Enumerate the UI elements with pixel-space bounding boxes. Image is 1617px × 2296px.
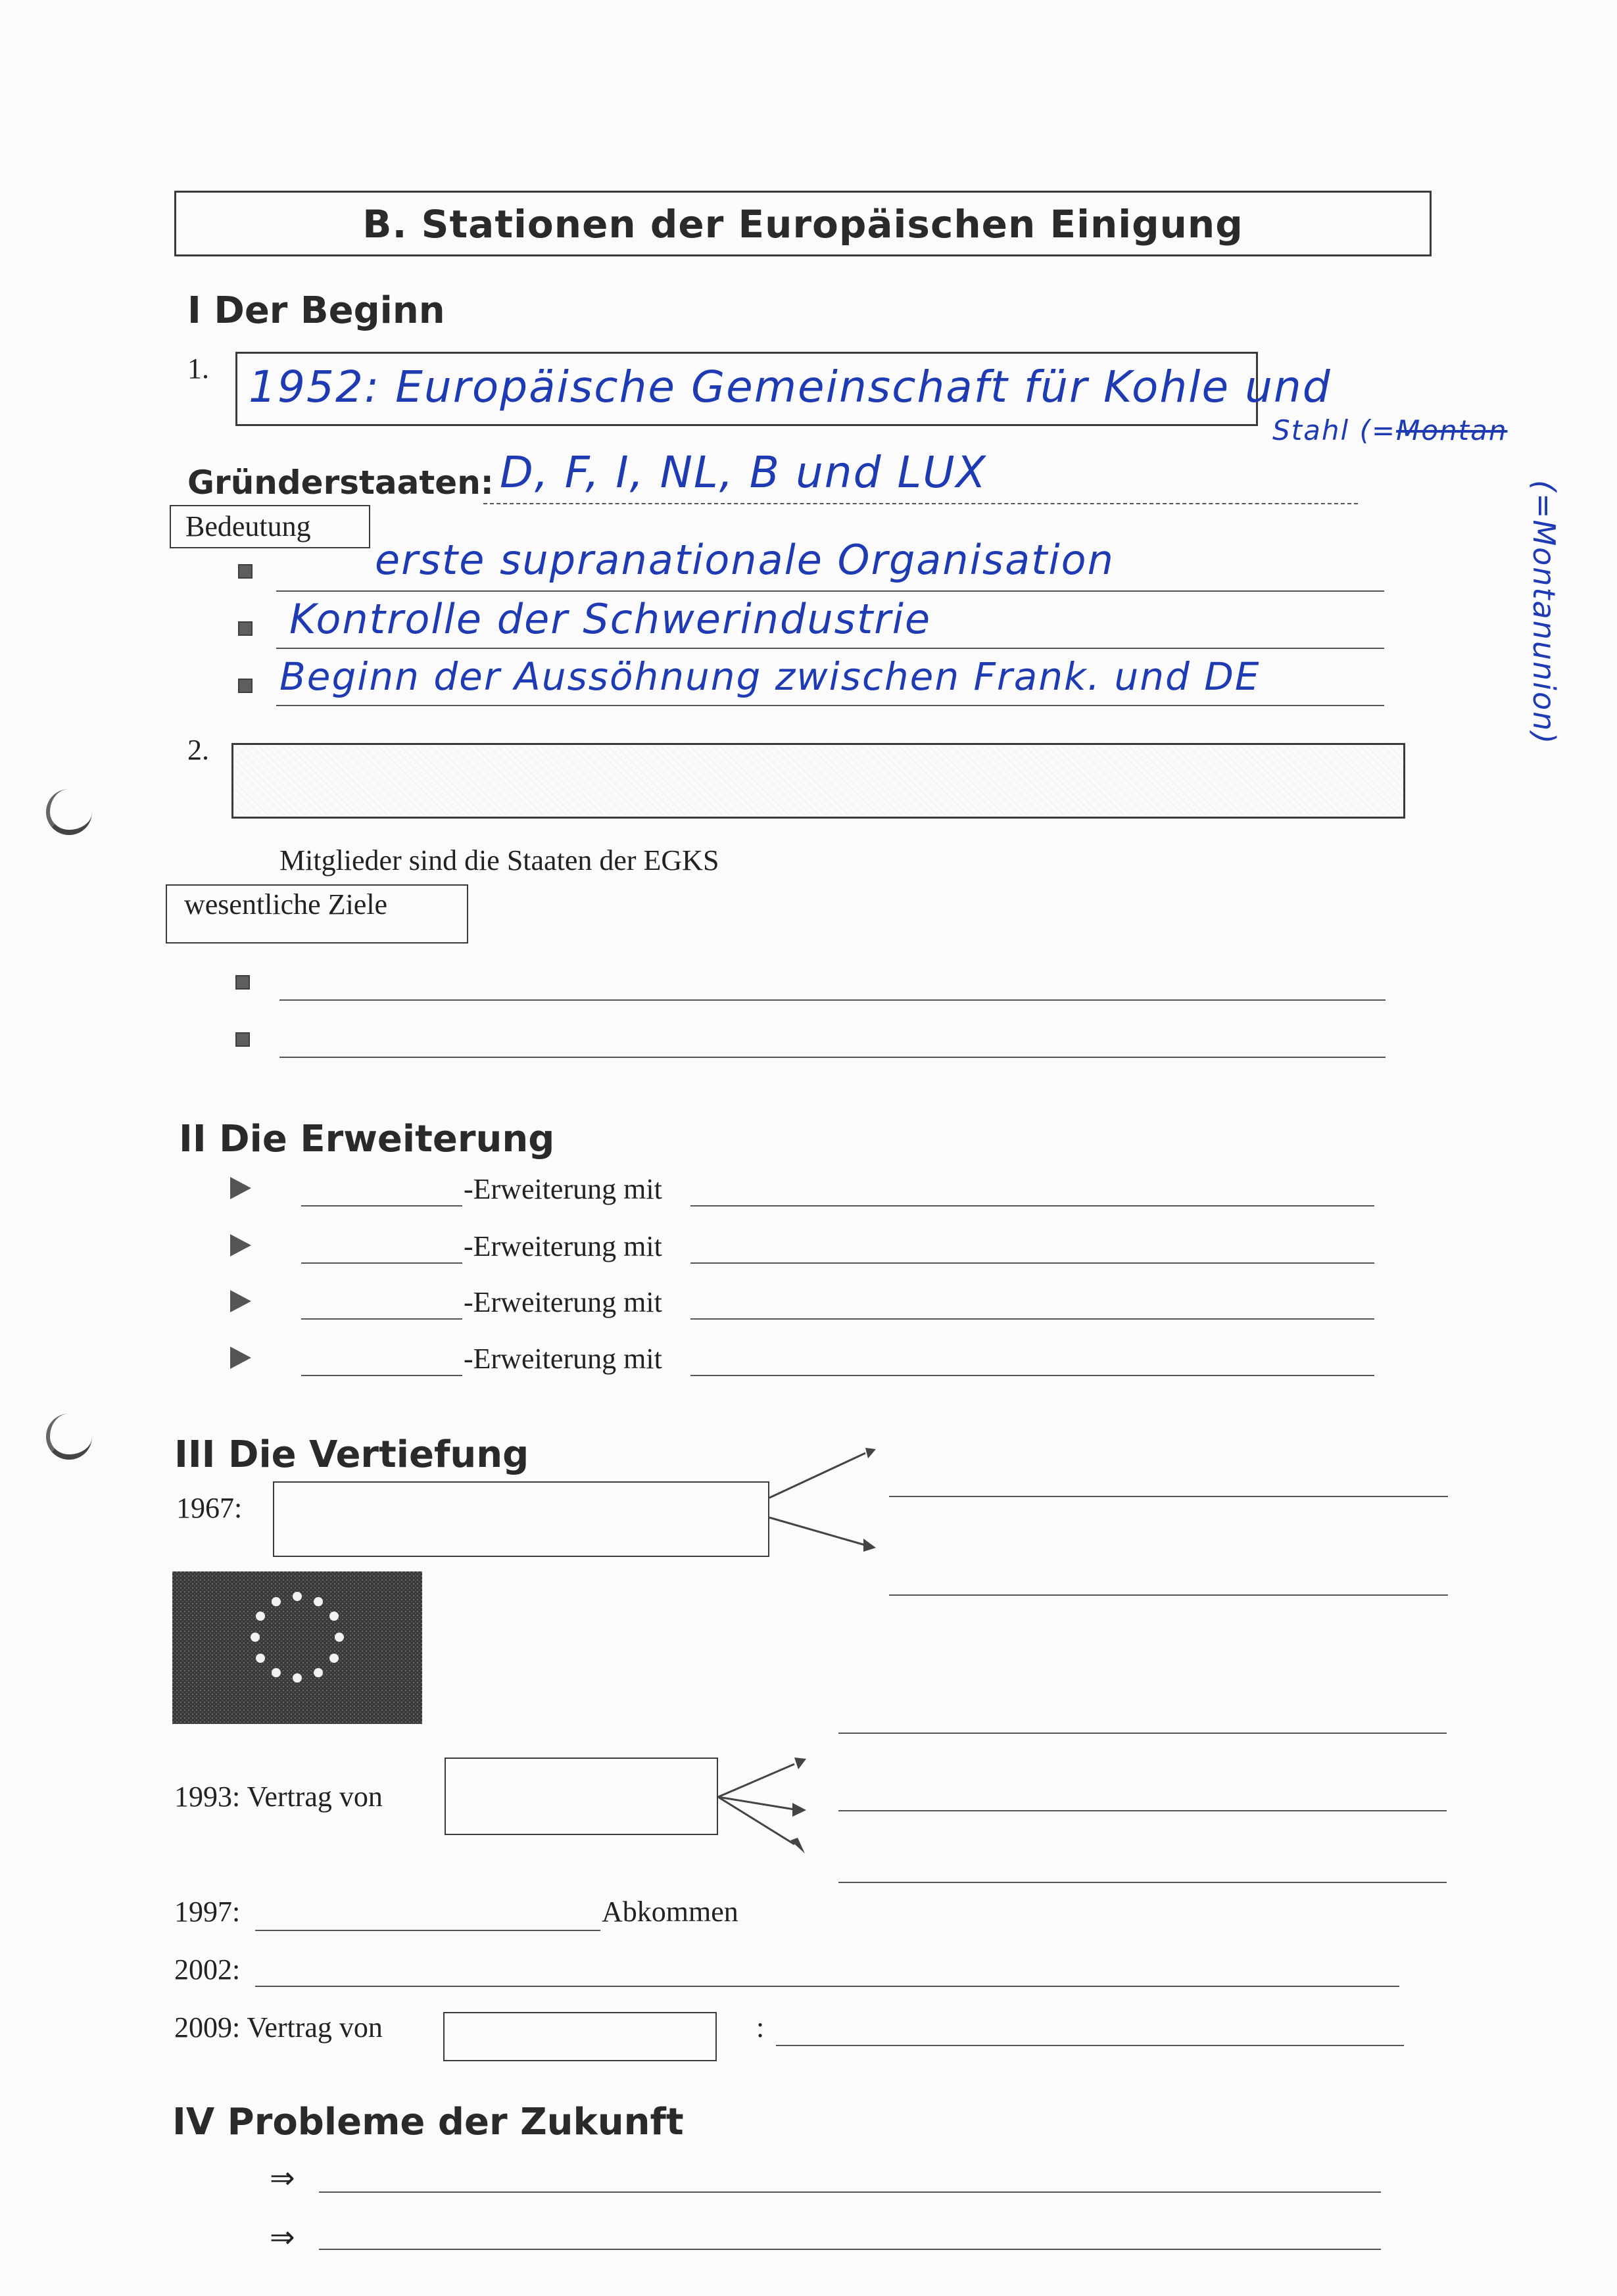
bedeutung-box — [170, 505, 370, 548]
erweiterung-label-3: -Erweiterung mit — [464, 1286, 662, 1318]
arrows-1993 — [717, 1746, 815, 1864]
probleme-line-1[interactable] — [319, 2191, 1381, 2193]
handwritten-margin-note: (=Montanunion) — [1526, 480, 1562, 746]
blank-2009[interactable] — [776, 2045, 1404, 2046]
bedeutung-line-2 — [276, 648, 1384, 649]
probleme-line-2[interactable] — [319, 2249, 1381, 2250]
founders-line — [483, 503, 1358, 504]
members-text: Mitglieder sind die Staaten der EGKS — [279, 844, 719, 876]
vertiefung-line-3[interactable] — [838, 1733, 1447, 1734]
founders-label: Gründerstaaten: — [187, 464, 494, 502]
answer-box-1967[interactable] — [273, 1481, 769, 1557]
bedeutung-line-1 — [276, 590, 1384, 592]
ziele-line-2[interactable] — [279, 1057, 1386, 1058]
item-number-2: 2. — [187, 734, 209, 766]
erweiterung-label-1: -Erweiterung mit — [464, 1173, 662, 1205]
blank-2002[interactable] — [255, 1986, 1399, 1987]
handwritten-answer-1: 1952: Europäische Gemeinschaft für Kohle und — [249, 362, 1332, 412]
vertiefung-line-1[interactable] — [889, 1496, 1448, 1497]
vertiefung-line-5[interactable] — [838, 1882, 1447, 1883]
section-heading-beginn: I Der Beginn — [187, 289, 445, 332]
label-1997: 1997: — [174, 1896, 241, 1928]
ziele-box — [166, 884, 468, 944]
answer-box-2[interactable] — [231, 743, 1405, 819]
erweiterung-blank-2b[interactable] — [690, 1262, 1374, 1264]
colon-2009: : — [756, 2011, 765, 2044]
title-box — [174, 191, 1432, 256]
bullet-square — [238, 621, 253, 636]
erweiterung-blank-1a[interactable] — [301, 1205, 462, 1207]
section-heading-erweiterung: II Die Erweiterung — [179, 1118, 555, 1160]
bullet-triangle — [230, 1234, 251, 1256]
handwritten-bedeutung-3: Beginn der Aussöhnung zwischen Frank. und DE — [279, 654, 1261, 699]
year-1967: 1967: — [176, 1492, 243, 1524]
ziele-label: wesentliche Ziele — [184, 888, 388, 921]
erweiterung-label-2: -Erweiterung mit — [464, 1230, 662, 1262]
erweiterung-blank-3b[interactable] — [690, 1318, 1374, 1320]
bullet-triangle — [230, 1347, 251, 1369]
answer-box-2009[interactable] — [443, 2012, 717, 2061]
handwritten-answer-1-cont: Stahl (=Montan — [1272, 414, 1508, 446]
item-number-1: 1. — [187, 352, 209, 385]
bullet-square — [235, 975, 250, 990]
bullet-square — [238, 679, 253, 693]
bullet-square — [235, 1032, 250, 1047]
blank-1997[interactable] — [255, 1930, 600, 1931]
handwritten-founders: D, F, I, NL, B und LUX — [500, 447, 987, 498]
punch-hole-top — [46, 789, 92, 835]
abkommen-label: Abkommen — [602, 1896, 738, 1928]
arrow-bullet: ⇒ — [270, 2161, 295, 2195]
ziele-line-1[interactable] — [279, 999, 1386, 1001]
section-heading-probleme: IV Probleme der Zukunft — [172, 2101, 684, 2143]
punch-hole-bottom — [46, 1414, 92, 1460]
vertiefung-line-2[interactable] — [889, 1594, 1448, 1596]
handwritten-bedeutung-1: erste supranationale Organisation — [375, 536, 1115, 584]
erweiterung-blank-4a[interactable] — [301, 1375, 462, 1376]
bedeutung-line-3 — [276, 705, 1384, 706]
section-heading-vertiefung: III Die Vertiefung — [174, 1433, 529, 1476]
handwritten-bedeutung-2: Kontrolle der Schwerindustrie — [289, 595, 932, 643]
answer-box-1993[interactable] — [445, 1758, 718, 1835]
bullet-triangle — [230, 1177, 251, 1199]
bullet-square — [238, 564, 253, 579]
label-1993: 1993: Vertrag von — [174, 1781, 383, 1813]
page-title: B. Stationen der Europäischen Einigung — [362, 202, 1243, 247]
erweiterung-blank-2a[interactable] — [301, 1262, 462, 1264]
label-2002: 2002: — [174, 1953, 241, 1986]
arrow-bullet: ⇒ — [270, 2220, 295, 2254]
eu-flag-image — [172, 1571, 422, 1724]
bedeutung-label: Bedeutung — [185, 510, 311, 542]
erweiterung-blank-1b[interactable] — [690, 1205, 1374, 1207]
arrows-1967 — [768, 1440, 880, 1558]
erweiterung-label-4: -Erweiterung mit — [464, 1343, 662, 1375]
vertiefung-line-4[interactable] — [838, 1810, 1447, 1811]
erweiterung-blank-4b[interactable] — [690, 1375, 1374, 1376]
label-2009: 2009: Vertrag von — [174, 2011, 383, 2044]
bullet-triangle — [230, 1290, 251, 1312]
erweiterung-blank-3a[interactable] — [301, 1318, 462, 1320]
